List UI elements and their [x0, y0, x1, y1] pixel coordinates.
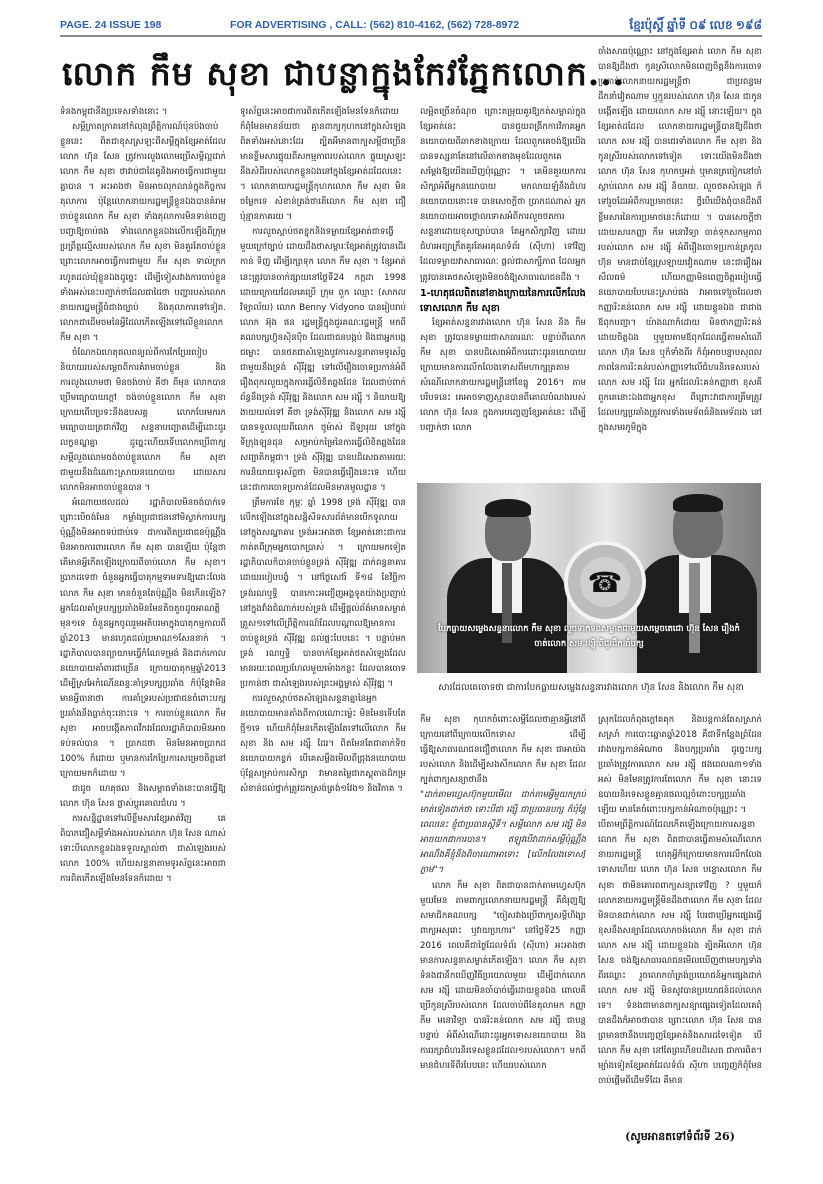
- page-issue-label: PAGE. 24 ISSUE 198: [60, 19, 162, 31]
- article-column-3-top: [420, 105, 586, 470]
- advertising-contact: FOR ADVERTISING , CALL: (562) 810-4162, (562) 728-8972: [230, 19, 520, 31]
- article-paragraph: ទំនងកម្ពុជានឹងប្រទេសទាំងនោះ ។: [60, 107, 168, 117]
- article-paragraph: សម្ដីក្រាតក្រាតនៅកំលុងព្រឹត្តិការណ៍ប៉ុនប៉ងចាប់ខ្លួននេះ ពិតជាខុសស្រឡះពីសម្ដីក្នុងខ្សែអាត់ដែលលោក ហ៊ុន សែន ត្រូវការលួងលោមប្រើសម្ដីល្អដាក់លោក កឹម សុខា ថាវាប់ជាដៃគូនិងអាចធ្វើការជាមួយគ្នាបាន ។ អះអាងថា មិនអាចលុកលាន់ក្នុងកិច្ចការតុលាការ ប៉ុន្តែលោកនាយករដ្ឋមន្ត្រីខ្លួនឯងបានគំរាមចាប់ខ្លួនលោក កឹម សុខា ទាំងតុលាការមិនទាន់ចេញបញ្ជាឱ្យចាប់ផង ទាំងលោកខ្លួនឯងលើកឡើងពីក្រុមប្រព្រឹត្តល្មើសរបស់លោក កឹម សុខា មិនគួរតែចាប់ខ្លួន ព្រោះលោកអាចធ្វើការជាមួយ កឹម សុខា ទាល់ក្រករហូតដល់ឃុំខ្លួនឯងដូច្នេះ ដើម្បីទៀសវាងការចាប់ខ្លួនទាំងអស់នេះបញ្ជាក់ថាដែលជាដៃថា បញ្ហារបស់លោកនាយករដ្ឋមន្ត្រីធំជាងច្បាប់ និងតុលាការទៅទៀត. លោកជាដើមចមនៃអ្វីដែលកើតឡើងទៅលើខ្លួនលោក កឹម សុខា ។: [60, 122, 226, 343]
- article-paragraph: "ដាក់តាមហ្វេសប៊ុកមួយមើល ដាក់តាមអ្វីមួយកក្រប់មាត់ទៀតដាក់ថា ទោះបីជា រង្ស៊ី ជាប្រធានបក្ស ក៏ប៉ុន្តែពេលនេះ ខ្ញុំជាប្រធានស្ដីទី។ សម្ដីលោក សម រង្ស៊ី មិនអាចយកជាការបាន។ ឥឡូវបើវាដាក់សម្ដីប៉ុណ្ណឹង អាណឹងគឺខ្ញុំនឹងពិចារណាអាទោះ [លើកលែងទោស] ភ្លាម"។: [420, 790, 586, 876]
- article-paragraph: ចំណែកឯហេតុផលពន្យល់ពីការកែប្រែរបៀបនិយាយរបស់សម្ដេចពីការគំរាមចាប់ខ្លួន និងការលួងលោមថា មិនចង់ចាប់ គឺថា ពីមុន លោកបានប្រើមធ្យោបាយក្ដៅ ចង់ចាប់ខ្លួនលោក កឹម សុខា ក្រោយពើបប្រទះនឹងឧបសគ្គ លោកបែរមករកមធ្យោបាយត្រជាក់វិញ សន្ទនាបញ្ឆោតដើម្បីដោះដូរលក្ខខណ្ឌគ្នា ដូច្នេះហើយទើបលោកប្រើពាក្យសម្ដីលួងលោមចង់ចាប់ខ្លួនលោក កឹម សុខា ជាមួយនឹងដំណោះស្រាយនយោបាយ ដោយសារលោកមិនអាចចាប់ខ្លួនបាន ។: [60, 347, 226, 494]
- article-column-2: [240, 105, 406, 1155]
- photo-caption: សារដែលគេចោទថា ជាការបែកធ្លាយសម្លេងសន្ទនារវាងលោក ហ៊ុន សែន និងលោក កឹម សុខា: [438, 683, 744, 693]
- article-paragraph: ការលួចស្ដាប់ថតសំឡេងសន្ទនាគ្នានៃអ្នកនយោបាយមានតាំងពីកាលណោះម្ល៉េះ មិនមែនទើបតែថ្មី១ទេ ហើយក៏ពុំមែនកើតឡើងតែទៅលើលោក កឹម សុខា និង សម រង្ស៊ី ដែរ។ ពិតមែនតែជាតាក់ទិចនយោបាយកខ្វក់ បើគេសម្លឹងមើលពីជ្រុងនយោបាយ ប៉ុន្តែសម្រាប់ការសិក្សា វាមានតម្លៃជាភស្តុតាងដ៏កម្រ សំខាន់ដល់ថ្នាក់ត្រូវដកស្រង់ត្រង់១វែង១ និងវិភាគ ។: [240, 693, 406, 795]
- article-paragraph: កឹម សុខា កុហកចំពោះសម្ដីដែលថាគ្មានអ្វីនៅពីក្រោយនៅពីក្រោយលើកទោស ដើម្បីធ្វើឱ្យសាធារណជនជឿថាលោក កឹម សុខា ជាអាយ៉ងរបស់លោក និងដើម្បីសងសឹកលោក កឹម សុខា ដែលក្បត់ពាក្យសន្យាថានឹង: [420, 715, 586, 786]
- article-paragraph: ត្រឹមការខែ កុម្ភៈ ឆ្នាំ 1998 ទ្រង់ ស៊ីរីវុឌ្ឍ បានលើកឡើងនៅក្នុងសន្និសីទសារព័ត៌មានបើកទូលាយនៅក្នុងសណ្ឋាគារ ទ្រង់អះអាងថា ខ្សែអាត់នោះជាការកាត់តពីក្រុមអ្នកបោកប្រាស់ ។ ក្រោយមកទៀត រដ្ឋាភិបាលក៏បានចាប់ខ្លួនទ្រង់ ស៊ីរីវុឌ្ឍ ដាក់ពន្ធនាគារដោយរបៀបបង្ខំ ។ នៅថ្ងៃសៅរ៍ ទី១៨ ខែវិច្ឆិកា ទ្រង់រណឬទ្ធិ បានកោះអញ្ជើញអង្គទូតយ៉ាងប្រញាប់នៅក្នុងវាំងជំណាក់របស់ទ្រង់ ដើម្បីផ្ដល់ព័ត៌មានសម្ងាត់ត្រួស១ទៅលើព្រឹត្តិការណ៍ដែលបណ្ដាលឱ្យមានការចាប់ខ្លួនទ្រង់ ស៊ីរីវុឌ្ឍ ដល់ផ្ទះបែបនេះ ។ បន្ទាប់មក ទ្រង់ រណឬទ្ធិ បានចាក់ខ្សែអាត់ថតសំឡេងដែលមានរយៈពេលប្រហែលមួយម៉ោងកន្លះ ដែលបានចោទប្រកាន់ថា ជាសំឡេងរបស់ព្រះអង្គម្ចាស់ ស៊ីរីវុឌ្ឍ ។: [240, 498, 406, 689]
- article-paragraph: ទូរស័ព្ទនេះអាចជាការពិតកើតឡើងមែនទែនក៏ដោយ ក៏ពុំមែនមានន័យថា គ្មានពាក្យកុហកនៅក្នុងសំឡេងពិតទាំងអស់នោះដែរ ត្បិតអីមានពាក្យសម្ដីជាច្រើនមានខ្លឹមសារផ្ទុយពីសកម្មភាពរបស់លោក ផ្ទុយស្រឡះនឹងសំដីរបស់លោកខ្លួនឯងនៅក្នុងខ្សែអាត់ដដែលនេះ ។ លោកនាយករដ្ឋមន្ត្រីកុហកលោក កឹម សុខា មិនចម្លែកទេ សំខាន់ត្រង់ថាតើលោក កឹម សុខា ជឿប៉ុន្មានភាគរយ ។: [240, 107, 406, 223]
- article-paragraph: ស្រុកដែលកំពុងក្ដៅគគុក និងបន្តកាន់តែសស្រាក់សស្រាំ ការបោះឆ្នោតឆ្នាំ2018 គឺជាទីកន្លែងព្រំដែនរវាងបក្សកាន់អំណាច និងបក្សប្រឆាំង ដូច្នេះបក្សប្រឆាំងត្រូវការលោក សម រង្ស៊ី ផងពេលណា១ទាំងអស់ មិនមែនត្រូវការតែលោក កឹម សុខា នោះទេ ឧបាយនិរទេសខ្លួនគ្មានផលល្អចំពោះបក្សប្រឆាំងឡើយ មានតែចំពោះបក្សកាន់អំណាចប៉ុណ្ណោះ ។: [598, 715, 762, 816]
- continued-on-page: (សូមអានតទៅទំព័រទី 26): [625, 1130, 735, 1143]
- article-column-1: [60, 105, 226, 1155]
- article-paragraph: ជាដូច ហេតុផល និងសម្ពាធទាំងនេះបានធ្វើឱ្យលោក ហ៊ុន សែន ផ្លាស់ប្ដូរគោលជំហរ ។: [60, 784, 226, 810]
- article-paragraph: ការលួចស្ដាប់ថតខ្ចុកនិងទម្លាយខ្សែអាត់ជាទង្វើមួយក្រៅច្បាប់ ដោយដឹងថាសម្ភារៈខ្សែអាត់ត្រូវបានដើរកាន់ ទិញ ដើម្បីរក្សាទុក លោក កឹម សុខា ។ ខ្សែអាត់នេះត្រូវបានចាក់ផ្សាយនៅថ្ងៃទី24 កក្កដា 1998 ដោយក្រោយដែលគេប្រើ ក្រុម ពួក ឈ្មោះ (សាកលវិទ្យាល័យ) លោក Benny Vidyono បានរៀបរាប់ លោក អ៊ុង ផន រដ្ឋមន្ត្រីក្នុងជួរគណៈរដ្ឋមន្ត្រី មកពីគណបក្សហ៊្វុនស៊ិនប៉ិច ដែលជាជនបង្កប់ និងជាអ្នកបង្កជម្លោះ បានថតជាសំឡេងបូវការសន្ទនាតាមទូរស័ព្ទជាមួយនឹងទ្រង់ ស៊ីរីវុឌ្ឍ ទៅលើរឿងចោទប្រកាន់អំពីរឿងពុករលួយក្នុងការធ្វើលិខិតឆ្លងដែន ដែលជាប់ពាក់ព័ន្ធនឹងទ្រង់ ស៊ីរីវុឌ្ឍ និងលោក សម រង្ស៊ី ។ និយាយឱ្យងាយយល់ទៅ គឺថា ទ្រង់ស៊ីរីវុឌ្ឍ និងលោក សម រង្ស៊ី បានទទួលលុយពីលោក ថូម៉ាស់ ជីឡារុយ នៅក្នុងទីក្រុងឡុនដុន សម្រាប់កម្រៃនៃការធ្វើលិខិតឆ្លងដែនសញ្ជាតិកម្ពុជា។ ទ្រង់ ស៊ីរីវុឌ្ឍ បានបដិសេធតាមរយៈការនិយាយទូរស័ព្ទថា មិនបានធ្វើរឿងនេះទេ ហើយនេះជាការចោទប្រកាន់ដែលមិនមានមូលដ្ឋាន ។: [240, 227, 406, 494]
- article-paragraph: ចាំងសាធប៉ុណ្ណោះ នៅក្នុងខ្សែអាត់ លោក កឹម សុខា បានឱ្យដឹងថា កូនស្រីលោកមិនពេញចិត្តនឹងការចោទប្រកាន់លោកនាយករដ្ឋមន្ត្រីថា ជាប្រពន្ធមេដឹកនាំវៀតណាម ឬក្មួនរបស់លោក ហ៊ុន សែន ជាកូនបង្កើតឡើង ដោយលោក សម រង្ស៊ី នោះឡើយ។ ក្នុងខ្សែអាត់ដដែល លោកនាយករដ្ឋមន្ត្រីបានឱ្យដឹងថា លោក សម រង្ស៊ី បានជេរទាំងលោក កឹម សុខា និងកូនស្រីរបស់លោកទៅទៀត ទោះយើងមិនដឹងថាលោក ហ៊ុន សែន កុហកឬអត់ ឬមានត្រចៀកនៅចាំស្ដាប់លោក សម រង្ស៊ី និយាយ. លួចថតសំឡេង ក៏ទៅរួចដែរអំពីការប្រមាថនេះ ថ្វីបើយើងពុំបានដឹងពីខ្លឹមសារនៃការប្រមាថនេះក៏ដោយ ។ បានសេចក្ដីថា ដោយសារកញ្ញា កឹម មនោវិទ្យា ចាត់ទុកសកម្មភាពរបស់លោក សម រង្ស៊ី អំពីរឿងចោទប្រកាន់ត្រកូលហ៊ុន មានជាប់ខ្សែស្រឡាយវៀតណាម នេះជារឿងអសីលធម៌ ហើយកញ្ញាមិនពេញចិត្តរបៀបធ្វើនយោបាយបែបនេះស្រាប់ផង វាអាចទៅរួចដែលថា កញ្ញារិះគន់លោក សម រង្ស៊ី ដោយខ្លួនឯង ជាជាងឪពុកបញ្ជា។ យ៉ាងណាក៏ដោយ មិនថាកញ្ញារិះគន់ដោយចិត្តឯង ឬមួយតាមឪពុកដែលធ្វើតាមសំណើលោក ហ៊ុន សែន ឬក៏ទាំងពីរ ក៏ពុំអាចបន្ទាបសុពលភាពនៃការរិះគន់របស់កញ្ញាទៅលើជំហរនិរទេសរបស់លោក សម រង្ស៊ី ដែរ អ្នកដែលរិះគន់កញ្ញាថា ខុសគឺពួកគេនោះឯងជាអ្នកខុស ពីព្រោះវាជាការត្រឹមត្រូវដែលបក្សប្រឆាំងត្រូវការទាំងមេទ័ពធំនិងមេទ័ពរង នៅក្នុងសមរភូមិក្នុង: [598, 47, 762, 434]
- article-paragraph: ខ្សែអាត់សន្ទនារវាងលោក ហ៊ុន សែន និង កឹម សុខា ត្រូវបានទម្លាយជាសាធារណៈ បន្ទាប់ពីលោក កឹម សុខា បានបដិសេធអំពីការដោះដូរនយោបាយ ក្រោយមានការលើកលែងទោសពីមហាក្សត្រតាមសំណើលោកនាយករដ្ឋមន្ត្រីនៅខែធ្នូ 2016។ តាមបរិបទនេះ គេអាចទាញស្មានបានពីគោលបំណងរបស់លោក ហ៊ុន សែន ក្នុងការបញ្ចេញខ្សែអាត់នេះ ដើម្បីបញ្ជាក់ថា លោក: [420, 317, 586, 433]
- article-column-4-bottom: [598, 713, 762, 1103]
- article-column-4-top: [598, 45, 762, 470]
- photo-overlay-caption: បែកធ្លាយសម្លេងសន្ទនាលោក កឹម សុខា លួចទាក់ទងសម្ងាត់ជាមួយសម្ដេចតេជោ ហ៊ុន សែន រឿងកំចាត់លោក សម រង្ស៊ី ពីជួរដឹកនាំបក្ស: [438, 623, 740, 648]
- article-paragraph: អំណោយផលដល់ រដ្ឋាភិបាលមិនចង់បាក់ទេ ព្រោះបើចង់មែន កម្លាំងប្រជាជននៅមិស្លាក់ការបក្សប៉ុណ្ណឹងមិនអាចទប់ជាប់ទេ ជាការពិតប្រជាជនប៉ុណ្ណឹងមិនអាចការពារលោក កឹម សុខា បានឡើយ ប៉ុន្តែថាតើមានអ្វីកើតឡើងក្រោយពីចាប់លោក កឹម សុខា។ ប្រាកដទេថា ចំនួនអ្នកធ្វើបាតុកម្មទាមទារឱ្យដោះលែងលោក កឹម សុខា មានចំនួនតែប៉ុណ្ណឹង មិនកើនឡើង? អ្នកដែលគាំទ្របក្សប្រឆាំងមិនមែនតិចតួចដូចអាណត្តិមុន១ទេ ចំនួនអ្នកចូលរួមអតិបរមាក្នុងបាតុកម្មកាលពីឆ្នាំ2013 មានរហូតដល់ប្រមាណ១សែននាក់ ។ រដ្ឋាភិបាលបានព្យាយាមធ្វើកំណែទម្រង់ និងដាក់កោលនយោបាយគាំពារជាច្រើន ក្រោយបាតុកម្មឆ្នាំ2013 ដើម្បីស្រអែកំណើនឆន្ទៈគាំទ្របក្សប្រឆាំង ក៏ប៉ុន្តែវាមិនមានអ្វីធានាថា ការគាំទ្ររបស់ប្រជាជនចំពោះបក្សប្រឆាំងនឹងធ្លាក់ចុះនោះទេ ។ ការចាប់ខ្លួនលោក កឹម សុខា អាចបង្កើតភាពវឹកវរដែលរដ្ឋាភិបាលមិនអាចទប់ទល់បាន ។ ប្រាកដថា មិនមែនអាចប្រាកដ 100% ក៏ដោយ ឬមានការកែប្រែការសម្រេចចិត្តនៅក្រោយមកក៏ដោយ ។: [60, 498, 226, 780]
- article-paragraph: បើតាមព្រឹត្តិការណ៍ដែលកើតឡើងក្រោយការសន្ទនា លោក កឹម សុខា ពិតជាបានធ្វើតាមសំណើលោកនាយករដ្ឋមន្ត្រី ហេតុអ្វីក៏ក្រោយមានការលើកលែងទោសហើយ លោក ហ៊ុន សែន បន្ទោសលោក កឹម សុខា ថាមិនគោរពពាក្យសន្យាទៅវិញ ? ឬមួយក៏លោកនាយករដ្ឋមន្ត្រីមិនដឹងថាលោក កឹម សុខា ដែលមិនបានដាក់លោក សម រង្ស៊ី បែរជាប្រើអ្នកផ្សេងធ្វើខុសនឹងសន្យាដែលលោកចង់លោក កឹម សុខា ដាក់លោក សម រង្ស៊ី ដោយខ្លួនឯង ត្បិតអីលោក ហ៊ុន សែន ចង់ឱ្យសាធារណជនមើលឃើញថាមេបក្សទាំងពីរឈ្លោះ រួចលោកចាំត្រង់ប្រយោជន៍អ្នកផ្សេងដាក់លោក សម រង្ស៊ី មិនសូវបានប្រយោជន៍ដល់លោកទេ។ ទំនងជាមានពាក្យសន្យាផ្សេងទៀតដែលគេពុំបានដឹងក៏អាចថាបាន ព្រោះលោក ហ៊ុន សែន បានព្រមានថានឹងបញ្ចេញខ្សែអាត់និងសារដទៃទៀត បើលោក កឹម សុខា នៅតែព្រហើនបដិសេធ ជាការពិត។ ម្យ៉ាងទៀតខ្សែអាត់ដែលទំព័រ ស៊ីហា បញ្ចេញក៏ពុំមែនចាប់ផ្ដើមពីដើមទីដែរ គឺមាន: [598, 820, 762, 1087]
- section-subheading: 1-ហេតុផលពិតនៅខាងក្រោយនៃការលើកលែងទោសលោក កឹម សុខា: [420, 287, 586, 314]
- page-header: [60, 19, 762, 35]
- phone-icon: ☎: [587, 565, 623, 599]
- phone-sign: [564, 541, 646, 623]
- article-paragraph: លម្អិតច្រើនចំណុច ព្រោះតម្រុយគួរឱ្យកត់សម្គាល់ក្នុងខ្សែអាត់នេះ បានជួយពង្រីកការវិភាគអ្នកនយោបាយពីឆាកខាងក្រោយ ដែលពួកគេចង់ឱ្យយើងបានទស្សនាតែនៅលើឆាកខាងមុខដែលពួកគេសម្ដែងឱ្យយើងឃើញប៉ុណ្ណោះ ។ គេមិនគួរយកការសិក្សាអំពីអ្នកនយោបាយ មកលាយឡំនឹងជំហរនយោបាយនោះទេ បានសេចក្ដីថា ប្រាកដណាស់ អ្នកនយោបាយអាចថ្កោលទោសអំពីការលួចថតការសន្ទនាដោយខុសច្បាប់បាន តែអ្នកសិក្សាវិញ ដោយជំហរអព្យាក្រឹតគួរតែអរគុណទំព័រ (ស៊ីហា) ទៅវិញ ដែលទម្លាយវាសាធារណៈ ផ្ដល់ជាសាក្សីភាព ដែលអ្នកត្រូវបានគេថតសំឡេងមិនចង់ឱ្យសាធារណជនដឹង ។: [420, 107, 586, 283]
- header-divider: [60, 35, 762, 37]
- masthead-issue: ខ្មែរប៉ុស្តិ៍ ឆ្នាំទី ០៩ លេខ ១៩៨: [629, 18, 762, 32]
- article-paragraph: លោក កឹម សុខា ពិតជាបានដាក់តាមហ្វេសប៊ុកមួយមែន តាមពាក្យលោកនាយករដ្ឋមន្ត្រី គឺជំរុញឱ្យសមាជិកគណបក្ស "ចៀសវាងប្រើពាក្យសម្ដីហិង្សា ពាក្យអសុរោះ ឬវាយប្រហារ" នៅថ្ងៃទី25 កញ្ញា 2016 ពេលគឺជាថ្ងៃដែលទំព័រ (ស៊ីហា) អះអាងថា មានការសន្ទនាសម្ងាត់កើតឡើង។ លោក កឹម សុខា ទំនងជានឹកឃើញវិធីប្រយោលមួយ ដើម្បីដាក់លោក សម រង្ស៊ី ដោយមិនចាំបាច់ធ្វើដោយខ្លួនឯង ពោលគឺប្រើកូនស្រីរបស់លោក ដែលចាប់ពីខែតុលាមក កញ្ញា កឹម មនោវិទ្យា បានរិះគន់លោក សម រង្ស៊ី ជាបន្តបន្ទាប់ អំពីសំណើដោះដូរអ្នកទោសនយោបាយ និងការរក្សាជំហរនិរទេសខ្លួនដដែល១របស់លោក។ មកពីមានជំហរទីពីរបែបនេះ ហើយរបស់លោក: [420, 880, 586, 1072]
- article-headline: លោក កឹម សុខា ជាបន្លាក្នុងកែវភ្នែកលោក...: [62, 54, 626, 93]
- article-paragraph: ការសន្និដ្ឋានទៅលើខ្លឹមសារខ្សែអាត់វិញ គេពិបាកជឿសម្ដីទាំងអស់របស់លោក ហ៊ុន សែន ណាស់ ទោះបីលោកខ្លួនឯងទទួលស្គាល់ថា ជាសំឡេងរបស់លោក 100% ហើយសន្ទនាតាមទូរស័ព្ទនេះអាចជាការពិតកើតឡើងមែនទែនក៏ដោយ ។: [60, 814, 226, 885]
- article-column-3-bottom: [420, 713, 586, 1153]
- article-photo: [417, 483, 761, 673]
